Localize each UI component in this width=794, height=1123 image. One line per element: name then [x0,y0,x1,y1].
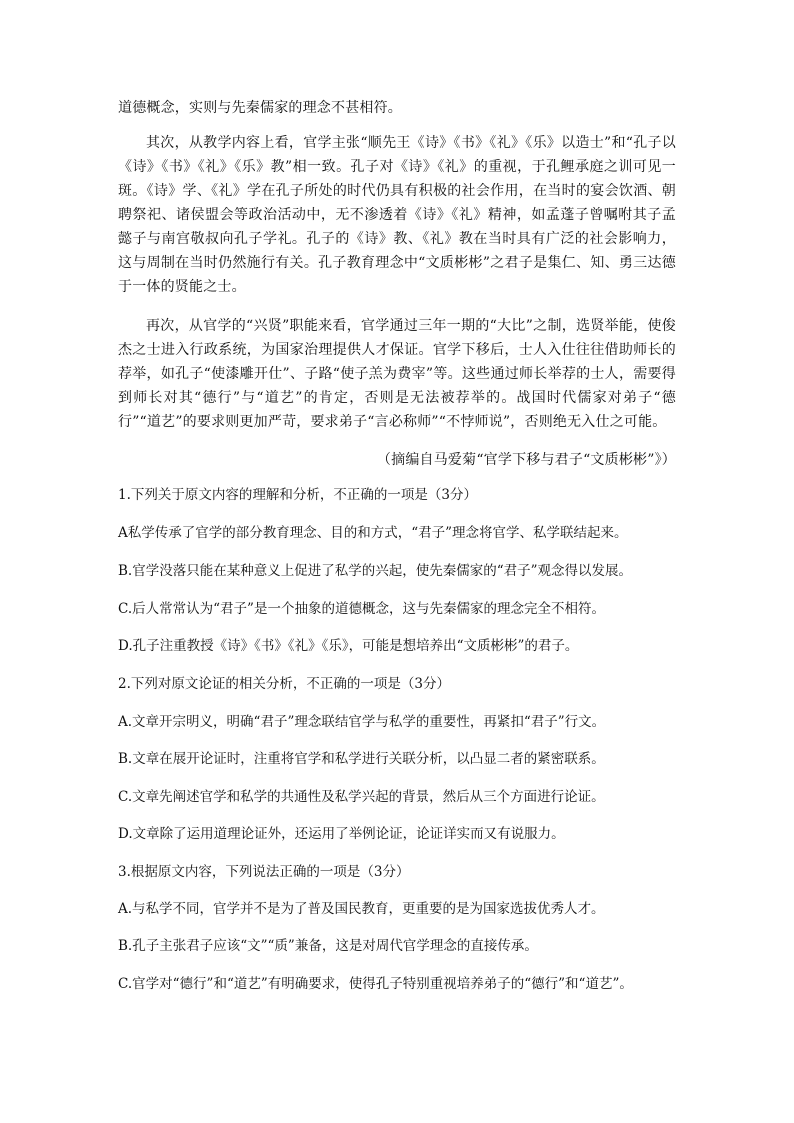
question-1-stem: 1.下列关于原文内容的理解和分析，不正确的一项是（3分） [118,487,477,503]
passage-source: （摘编自马爱菊“官学下移与君子“文质彬彬”》） [376,452,676,468]
question-1-option-a: A私学传承了官学的部分教育理念、目的和方式，“君子”理念将官学、私学联结起来。 [118,525,628,541]
question-3-option-c: C.官学对“德行”和“道艺”有明确要求，使得孔子特别重视培养弟子的“德行”和“道艺”。 [118,976,633,992]
question-2-option-c: C.文章先阐述官学和私学的共通性及私学兴起的背景，然后从三个方面进行论证。 [118,789,605,805]
question-3-stem: 3.根据原文内容，下列说法正确的一项是（3分） [118,864,410,880]
passage-paragraph-1: 其次，从教学内容上看，官学主张“顺先王《诗》《书》《礼》《乐》以造士”和“孔子以《诗》《书》《礼》《乐》教”相一致。孔子对《诗》《礼》的重视，于孔鲤承庭之训可见一斑。《诗》学、《礼》学在孔子所处的时代仍具有积极的社会作用，在当时的宴会饮酒、朝聘祭祀、诸侯盟会等政治活动中，无不渗透着《诗》《礼》精神，如孟蓬子曾嘱咐其子孟懿子与南宫敬叔向孔子学礼。孔子的《诗》教、《礼》教在当时具有广泛的社会影响力，这与周制在当时仍然施行有关。孔子教育理念中“文质彬彬”之君子是集仁、知、勇三达德于一体的贤能之士。 [118,135,676,295]
question-2-option-d: D.文章除了运用道理论证外，还运用了举例论证，论证详实而又有说服力。 [118,826,565,842]
question-2-option-a: A.文章开宗明义，明确“君子”理念联结官学与私学的重要性，再紧扣“君子”行文。 [118,714,606,730]
question-1-option-d: D.孔子注重教授《诗》《书》《礼》《乐》，可能是想培养出“文质彬彬”的君子。 [118,638,579,654]
question-1-option-b: B.官学没落只能在某种意义上促进了私学的兴起，使先秦儒家的“君子”观念得以发展。 [118,563,633,579]
question-2-stem: 2.下列对原文论证的相关分析，不正确的一项是（3分） [118,676,450,692]
passage-paragraph-0: 道德概念，实则与先秦儒家的理念不甚相符。 [118,100,402,116]
question-2-option-b: B.文章在展开论证时，注重将官学和私学进行关联分析，以凸显二者的紧密联系。 [118,751,605,767]
passage-paragraph-2: 再次，从官学的“兴贤”职能来看，官学通过三年一期的“大比”之制，选贤举能，使俊杰之士进入行政系统，为国家治理提供人才保证。官学下移后，士人入仕往往借助师长的荐举，如孔子“使漆雕开仕”、子路“使子羔为费宰”等。这些通过师长举荐的士人，需要得到师长对其“德行”与“道艺”的肯定，否则是无法被荐举的。战国时代儒家对弟子“德行”“道艺”的要求则更加严苛，要求弟子“言必称师”“不悖师说”，否则绝无入仕之可能。 [118,318,676,430]
question-1-option-c: C.后人常常认为“君子”是一个抽象的道德概念，这与先秦儒家的理念完全不相符。 [118,601,605,617]
question-3-option-b: B.孔子主张君子应该“文”“质”兼备，这是对周代官学理念的直接传承。 [118,938,538,954]
question-3-option-a: A.与私学不同，官学并不是为了普及国民教育，更重要的是为国家选拔优秀人才。 [118,901,605,917]
